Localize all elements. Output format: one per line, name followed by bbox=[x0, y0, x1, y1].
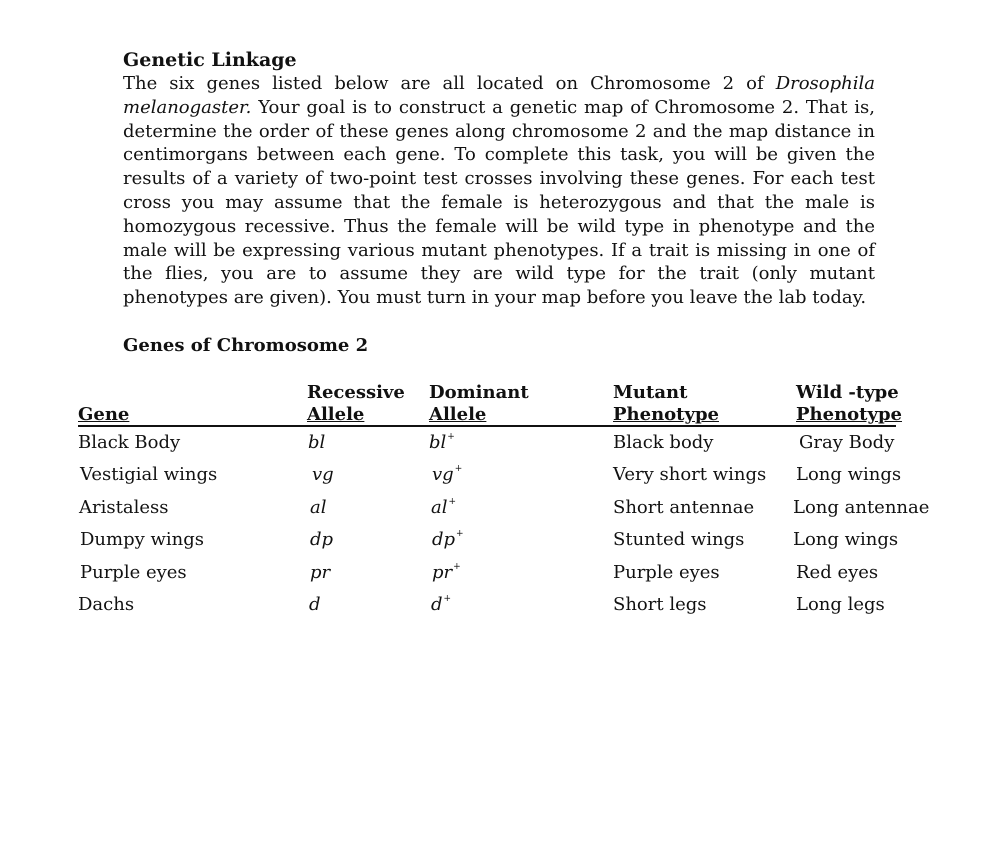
intro-section bbox=[123, 48, 875, 310]
plus-superscript: + bbox=[454, 464, 463, 475]
page-title: Genetic Linkage bbox=[123, 49, 297, 71]
intro-paragraph bbox=[123, 72, 875, 310]
section-heading: Genes of Chromosome 2 bbox=[123, 335, 369, 356]
wild-type-phenotype: Long antennae bbox=[793, 496, 930, 518]
header-gene: Gene bbox=[78, 404, 130, 425]
table-row bbox=[78, 491, 930, 523]
species-name: Drosophila melanogaster. bbox=[123, 73, 875, 118]
recessive-allele: al bbox=[310, 496, 327, 518]
header-mutant-phenotype: Mutant Phenotype bbox=[613, 382, 719, 425]
wild-type-phenotype: Red eyes bbox=[796, 561, 879, 583]
mutant-phenotype: Stunted wings bbox=[613, 529, 745, 551]
gene-name: Purple eyes bbox=[80, 561, 187, 583]
dominant-allele: al+ bbox=[431, 496, 457, 518]
mutant-phenotype: Black body bbox=[613, 432, 714, 453]
intro-text-rest: Your goal is to construct a genetic map of Chromosome 2. That is, determine the order of these genes along chromosome 2 and the map distance in centimorgans between each gene. To complete this task, you will be given the results of a variety of two-point test crosses involving these genes. For each test cross you may assume that the female is heterozygous and that the male is homozygous recessive. Thus the female will be wild type in phenotype and the male will be expressing various mutant phenotypes. If a trait is missing in one of the flies, you are to assume they are wild type for the trait (only mutant phenotypes are given). You must turn in your map before you leave the lab today. bbox=[123, 96, 875, 309]
table-row bbox=[78, 523, 923, 555]
plus-superscript: + bbox=[456, 529, 464, 540]
gene-name: Dumpy wings bbox=[80, 529, 205, 551]
plus-superscript: + bbox=[453, 561, 461, 572]
table-row bbox=[78, 588, 923, 620]
mutant-phenotype: Purple eyes bbox=[613, 561, 720, 583]
intro-text-start: The six genes listed below are all located on Chromosome 2 of bbox=[123, 73, 776, 94]
dominant-allele: d+ bbox=[431, 593, 452, 615]
wild-type-phenotype: Long wings bbox=[796, 464, 902, 486]
dominant-allele: dp+ bbox=[432, 529, 464, 551]
recessive-allele: bl bbox=[308, 432, 326, 453]
header-wild-type-phenotype: Wild -type Phenotype bbox=[796, 382, 902, 425]
header-dominant-allele: Dominant Allele bbox=[429, 382, 529, 425]
table-row bbox=[78, 458, 923, 490]
wild-type-phenotype: Gray Body bbox=[799, 432, 895, 453]
dominant-allele: vg+ bbox=[432, 464, 463, 486]
table-header bbox=[78, 382, 923, 426]
gene-name: Aristaless bbox=[79, 496, 169, 518]
mutant-phenotype: Short antennae bbox=[613, 496, 755, 518]
gene-name: Black Body bbox=[78, 432, 181, 453]
table-row bbox=[78, 426, 923, 458]
wild-type-phenotype: Long legs bbox=[796, 593, 885, 615]
genes-table bbox=[78, 382, 930, 620]
plus-superscript: + bbox=[448, 496, 457, 507]
gene-name: Dachs bbox=[78, 593, 135, 615]
dominant-allele: pr+ bbox=[432, 561, 461, 583]
table-row bbox=[78, 556, 923, 588]
recessive-allele: dp bbox=[310, 529, 334, 551]
header-recessive-allele: Recessive Allele bbox=[307, 382, 405, 425]
recessive-allele: d bbox=[309, 593, 321, 615]
dominant-allele: bl+ bbox=[429, 432, 455, 453]
wild-type-phenotype: Long wings bbox=[793, 529, 899, 551]
gene-name: Vestigial wings bbox=[80, 464, 218, 486]
recessive-allele: pr bbox=[310, 561, 331, 583]
plus-superscript: + bbox=[443, 593, 452, 604]
recessive-allele: vg bbox=[312, 464, 334, 486]
plus-superscript: + bbox=[447, 432, 455, 442]
mutant-phenotype: Very short wings bbox=[613, 464, 767, 486]
mutant-phenotype: Short legs bbox=[613, 593, 707, 615]
